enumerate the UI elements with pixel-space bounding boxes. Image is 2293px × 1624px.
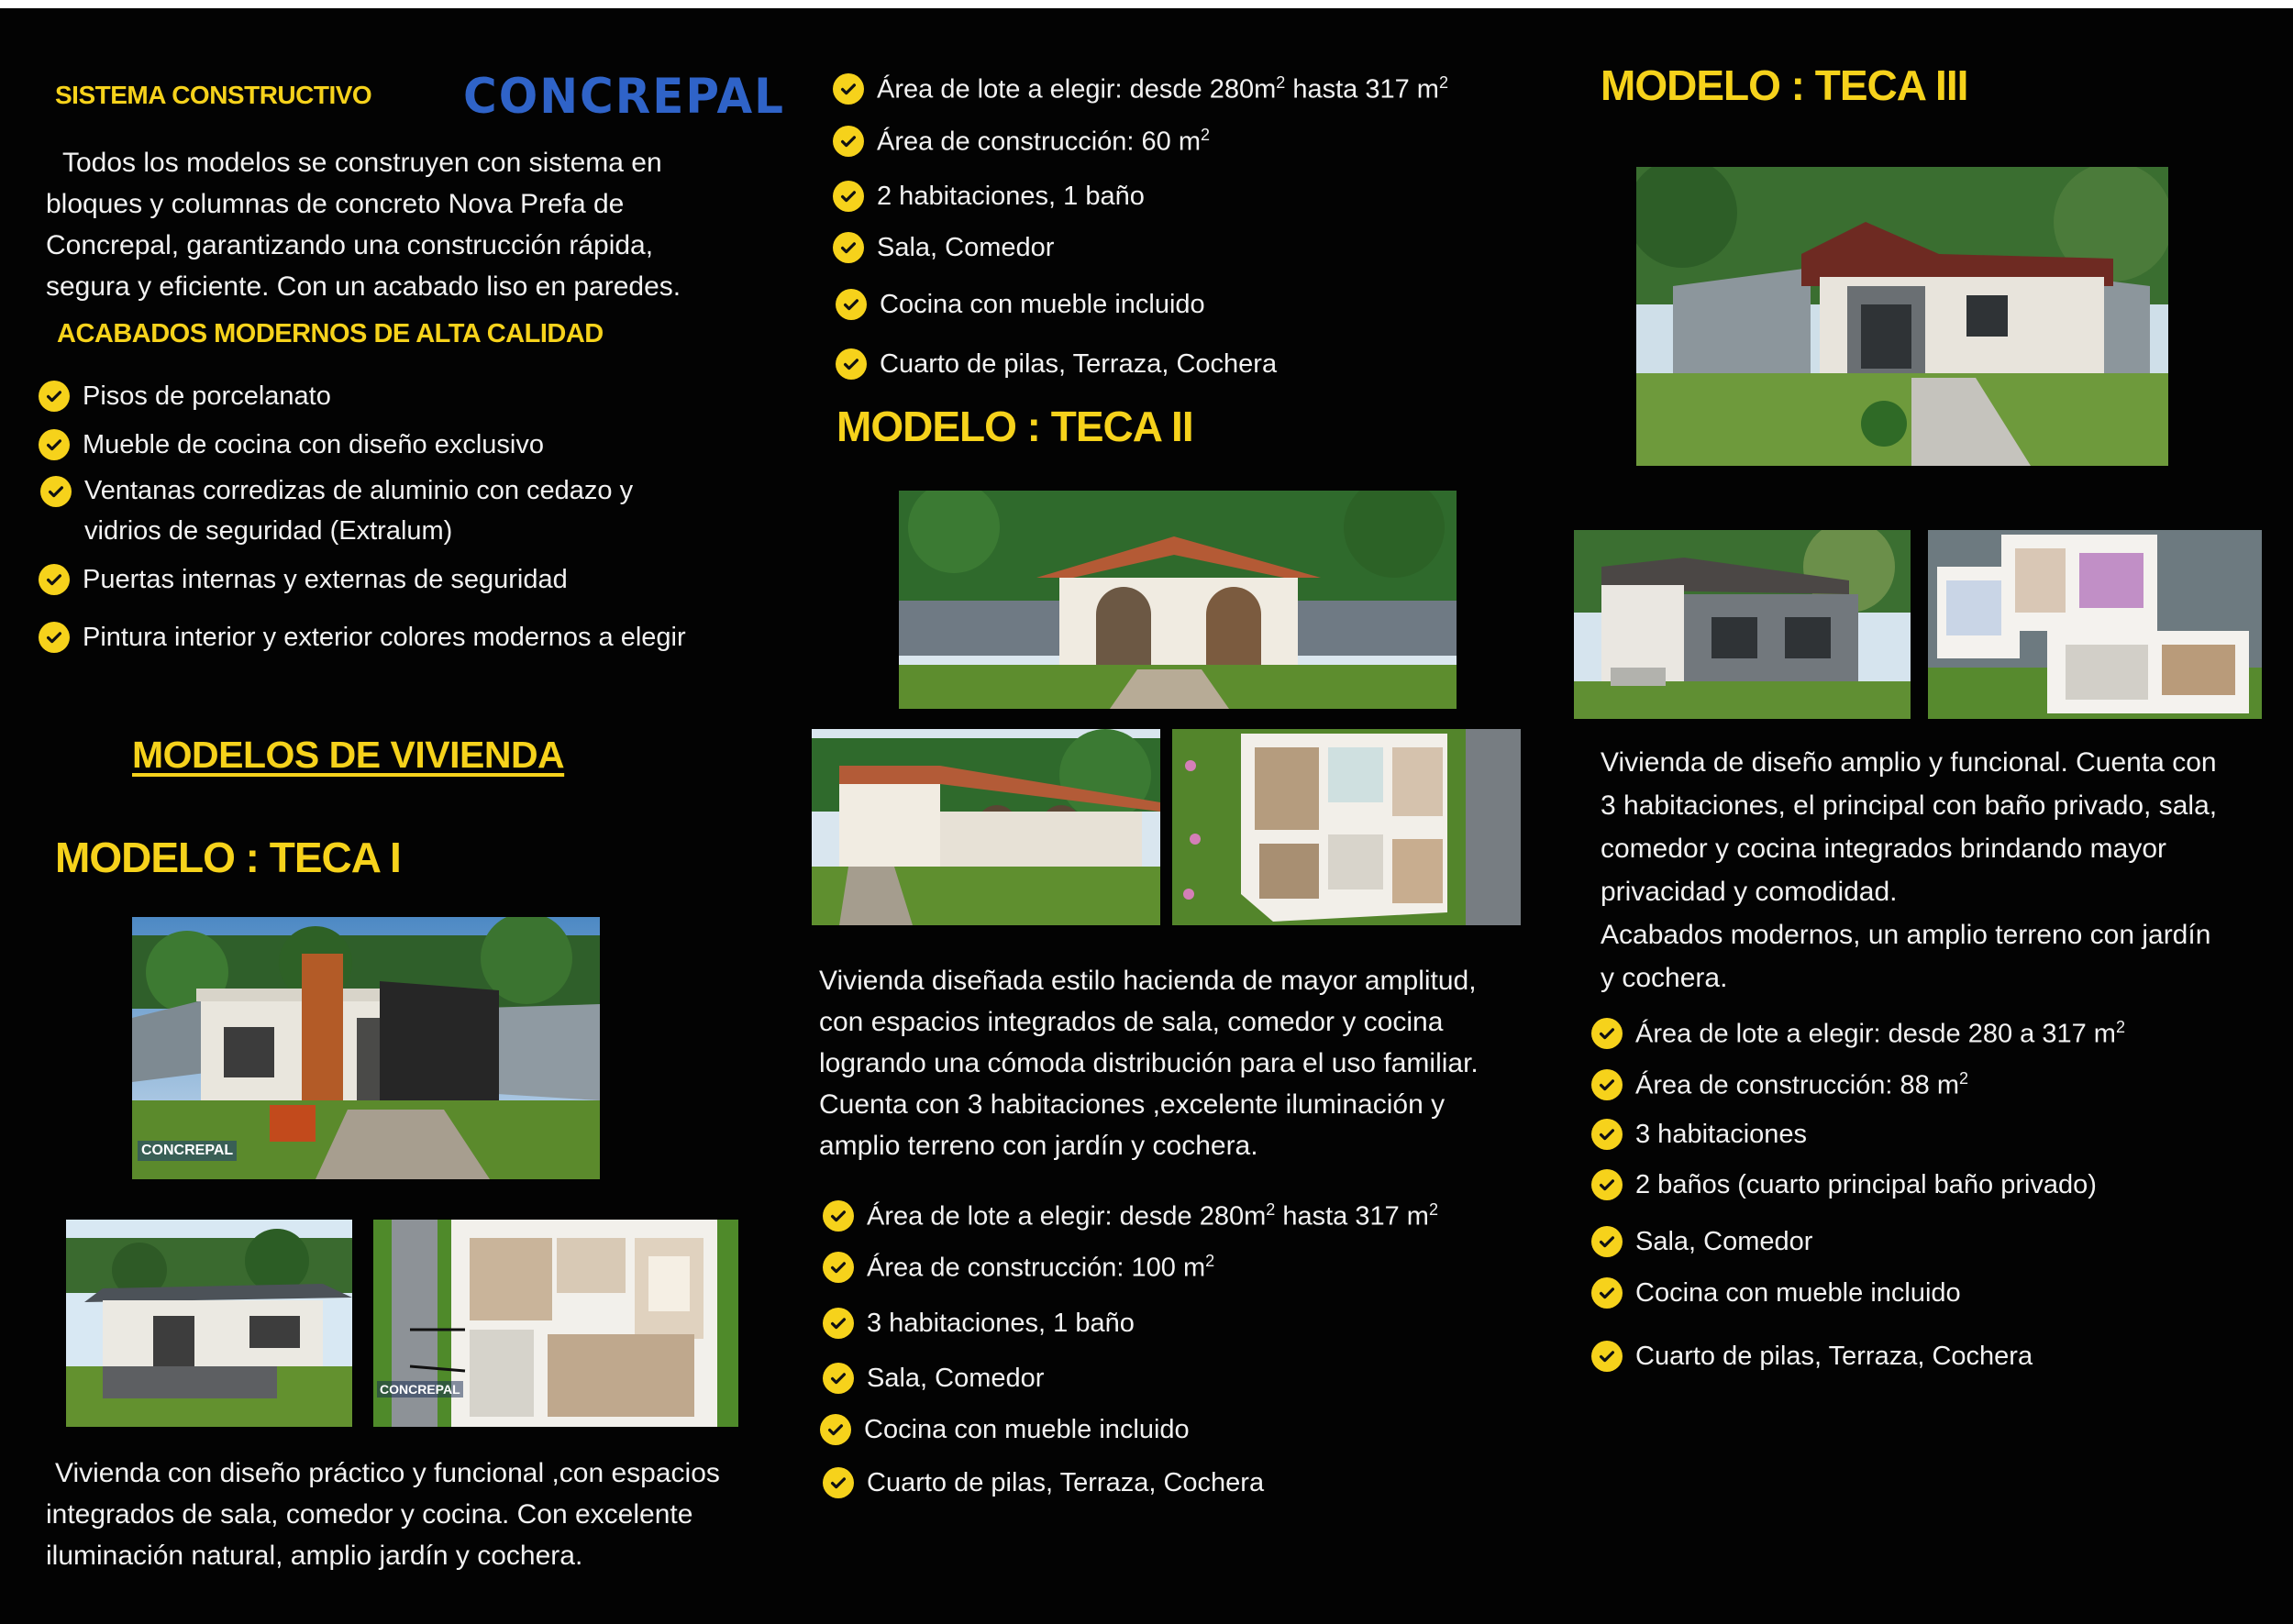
feature-text (877, 126, 1210, 158)
check-circle-icon (836, 289, 867, 320)
feature-item (833, 126, 1210, 158)
check-circle-icon (39, 429, 70, 460)
teca1-floor-plan (373, 1220, 738, 1427)
sistema-constructivo-label: SISTEMA CONSTRUCTIVO (55, 81, 372, 109)
feature-item (833, 232, 1054, 263)
feature-sup: 2 (1428, 1200, 1438, 1219)
teca2-side-render (812, 729, 1160, 925)
feature-sup: 2 (1205, 1252, 1215, 1270)
teca3-desc-line: y cochera. (1601, 963, 1728, 993)
check-circle-icon (833, 126, 864, 157)
feature-item (833, 181, 1145, 212)
teca3-description (1601, 741, 2259, 1000)
intro-paragraph (46, 142, 743, 307)
teca1-main-render (132, 917, 600, 1179)
feature-item (833, 73, 1448, 105)
feature-item (1591, 1018, 2125, 1050)
check-circle-icon (820, 1414, 851, 1445)
feature-text-main: Área de lote a elegir: desde 280 a 317 m (1635, 1019, 2116, 1049)
feature-text (867, 1252, 1214, 1284)
intro-line: Todos los modelos se construyen con sistema en (62, 148, 662, 178)
acabado-item (39, 429, 544, 460)
teca1-rear-render (66, 1220, 352, 1427)
feature-text: 3 habitaciones, 1 baño (867, 1308, 1135, 1338)
feature-item (823, 1363, 1044, 1394)
ventanas-line: Ventanas corredizas de aluminio con cedazo y (84, 476, 634, 505)
teca2-desc-line: amplio terreno con jardín y cochera. (819, 1131, 1258, 1161)
check-circle-icon (1591, 1119, 1623, 1150)
feature-item (823, 1467, 1264, 1498)
feature-item (1591, 1341, 2033, 1372)
feature-text: Cuarto de pilas, Terraza, Cochera (880, 348, 1278, 379)
check-circle-icon (833, 73, 864, 105)
feature-text: 2 habitaciones, 1 baño (877, 181, 1145, 211)
teca3-main-render (1636, 167, 2168, 466)
teca1-title: MODELO : TECA I (55, 834, 401, 881)
feature-text: Sala, Comedor (877, 232, 1055, 262)
intro-line: Concrepal, garantizando una construcción rápida, (46, 230, 654, 260)
check-circle-icon (39, 381, 70, 412)
teca3-desc-line: 3 habitaciones, el principal con baño privado, sala, (1601, 790, 2218, 821)
check-circle-icon (39, 622, 70, 653)
feature-text: Cuarto de pilas, Terraza, Cochera (867, 1467, 1265, 1497)
feature-item (823, 1308, 1135, 1339)
check-circle-icon (39, 564, 70, 595)
teca2-desc-line: logrando una cómoda distribución para el uso familiar. (819, 1048, 1479, 1078)
check-circle-icon (823, 1252, 854, 1283)
feature-text-main: Área de construcción: 88 m (1635, 1070, 1960, 1100)
teca3-desc-line: privacidad y comodidad. (1601, 877, 1898, 907)
feature-sup: 2 (1438, 73, 1448, 92)
ventanas-line: vidrios de seguridad (Extralum) (84, 516, 453, 546)
check-circle-icon (1591, 1341, 1623, 1372)
teca3-desc-line: Vivienda de diseño amplio y funcional. Cuenta con (1601, 747, 2217, 778)
teca1-desc-line: integrados de sala, comedor y cocina. Con excelente (46, 1499, 693, 1530)
feature-text-tail: hasta 317 m (1275, 1201, 1429, 1232)
teca2-description (819, 960, 1509, 1166)
top-border (0, 0, 2293, 8)
acabado-text: Puertas internas y externas de seguridad (83, 564, 568, 594)
feature-text (1635, 1069, 1968, 1101)
teca2-main-render (899, 491, 1457, 709)
check-circle-icon (823, 1200, 854, 1232)
feature-item (1591, 1069, 1968, 1101)
feature-item (1591, 1277, 1961, 1309)
teca3-side-render (1574, 530, 1911, 719)
feature-item (1591, 1119, 1807, 1150)
teca1-description (46, 1453, 743, 1576)
intro-line: bloques y columnas de concreto Nova Prefa de (46, 189, 625, 219)
feature-text: Sala, Comedor (867, 1363, 1045, 1393)
feature-sup: 2 (1276, 73, 1286, 92)
feature-text: Sala, Comedor (1635, 1226, 1813, 1256)
feature-text: 2 baños (cuarto principal baño privado) (1635, 1169, 2097, 1199)
teca3-desc-line: Acabados modernos, un amplio terreno con jardín (1601, 920, 2211, 950)
acabados-title: ACABADOS MODERNOS DE ALTA CALIDAD (57, 319, 604, 348)
feature-item (823, 1252, 1214, 1284)
intro-line: segura y eficiente. Con un acabado liso en paredes. (46, 271, 681, 302)
image-logo: CONCREPAL (377, 1381, 463, 1398)
feature-item (1591, 1169, 2097, 1200)
check-circle-icon (1591, 1069, 1623, 1100)
teca2-floor-plan (1172, 729, 1521, 925)
acabado-item (39, 381, 331, 412)
concrepal-logo: CONCREPAL (463, 68, 786, 125)
acabado-item (39, 564, 568, 595)
feature-sup: 2 (1266, 1200, 1276, 1219)
check-circle-icon (836, 348, 867, 380)
acabado-item (39, 622, 686, 653)
feature-text-main: Área de lote a elegir: desde 280m (867, 1201, 1267, 1232)
check-circle-icon (1591, 1226, 1623, 1257)
check-circle-icon (1591, 1277, 1623, 1309)
feature-text-main: Área de lote a elegir: desde 280m (877, 74, 1277, 105)
feature-text-main: Área de construcción: 100 m (867, 1253, 1206, 1283)
acabado-text: Pisos de porcelanato (83, 381, 331, 411)
check-circle-icon (833, 181, 864, 212)
feature-sup: 2 (1959, 1069, 1969, 1088)
check-circle-icon (823, 1308, 854, 1339)
feature-item (820, 1414, 1190, 1445)
feature-text (1635, 1018, 2125, 1050)
feature-text: Cocina con mueble incluido (880, 289, 1205, 319)
feature-text: 3 habitaciones (1635, 1119, 1808, 1149)
check-circle-icon (823, 1363, 854, 1394)
image-logo: CONCREPAL (138, 1141, 237, 1161)
feature-item (836, 348, 1277, 380)
check-circle-icon (823, 1467, 854, 1498)
feature-sup: 2 (1201, 126, 1211, 144)
acabado-item (40, 470, 748, 551)
check-circle-icon (40, 476, 72, 507)
teca2-desc-line: Vivienda diseñada estilo hacienda de mayor amplitud, (819, 966, 1477, 996)
check-circle-icon (1591, 1018, 1623, 1049)
feature-item (823, 1200, 1438, 1232)
feature-text (867, 1200, 1438, 1232)
acabado-text (84, 470, 633, 551)
teca1-desc-line: iluminación natural, amplio jardín y cochera. (46, 1541, 583, 1571)
modelos-vivienda-title: MODELOS DE VIVIENDA (132, 734, 565, 776)
feature-text-tail: hasta 317 m (1285, 74, 1439, 105)
teca1-desc-line: Vivienda con diseño práctico y funcional ,con espacios (55, 1458, 720, 1488)
teca2-desc-line: Cuenta con 3 habitaciones ,excelente iluminación y (819, 1089, 1446, 1120)
teca2-title: MODELO : TECA II (836, 403, 1193, 450)
feature-text (877, 73, 1448, 105)
feature-sup: 2 (2115, 1018, 2125, 1036)
feature-text: Cocina con mueble incluido (1635, 1277, 1961, 1308)
teca2-desc-line: con espacios integrados de sala, comedor y cocina (819, 1007, 1444, 1037)
teca3-floor-plan (1928, 530, 2262, 719)
feature-item (1591, 1226, 1812, 1257)
teca3-desc-line: comedor y cocina integrados brindando mayor (1601, 834, 2167, 864)
check-circle-icon (1591, 1169, 1623, 1200)
teca3-title: MODELO : TECA III (1601, 61, 1968, 109)
feature-text: Cuarto de pilas, Terraza, Cochera (1635, 1341, 2033, 1371)
feature-text-main: Área de construcción: 60 m (877, 127, 1202, 157)
feature-text: Cocina con mueble incluido (864, 1414, 1190, 1444)
feature-item (836, 289, 1205, 320)
check-circle-icon (833, 232, 864, 263)
acabado-text: Mueble de cocina con diseño exclusivo (83, 429, 544, 459)
acabado-text: Pintura interior y exterior colores modernos a elegir (83, 622, 686, 652)
